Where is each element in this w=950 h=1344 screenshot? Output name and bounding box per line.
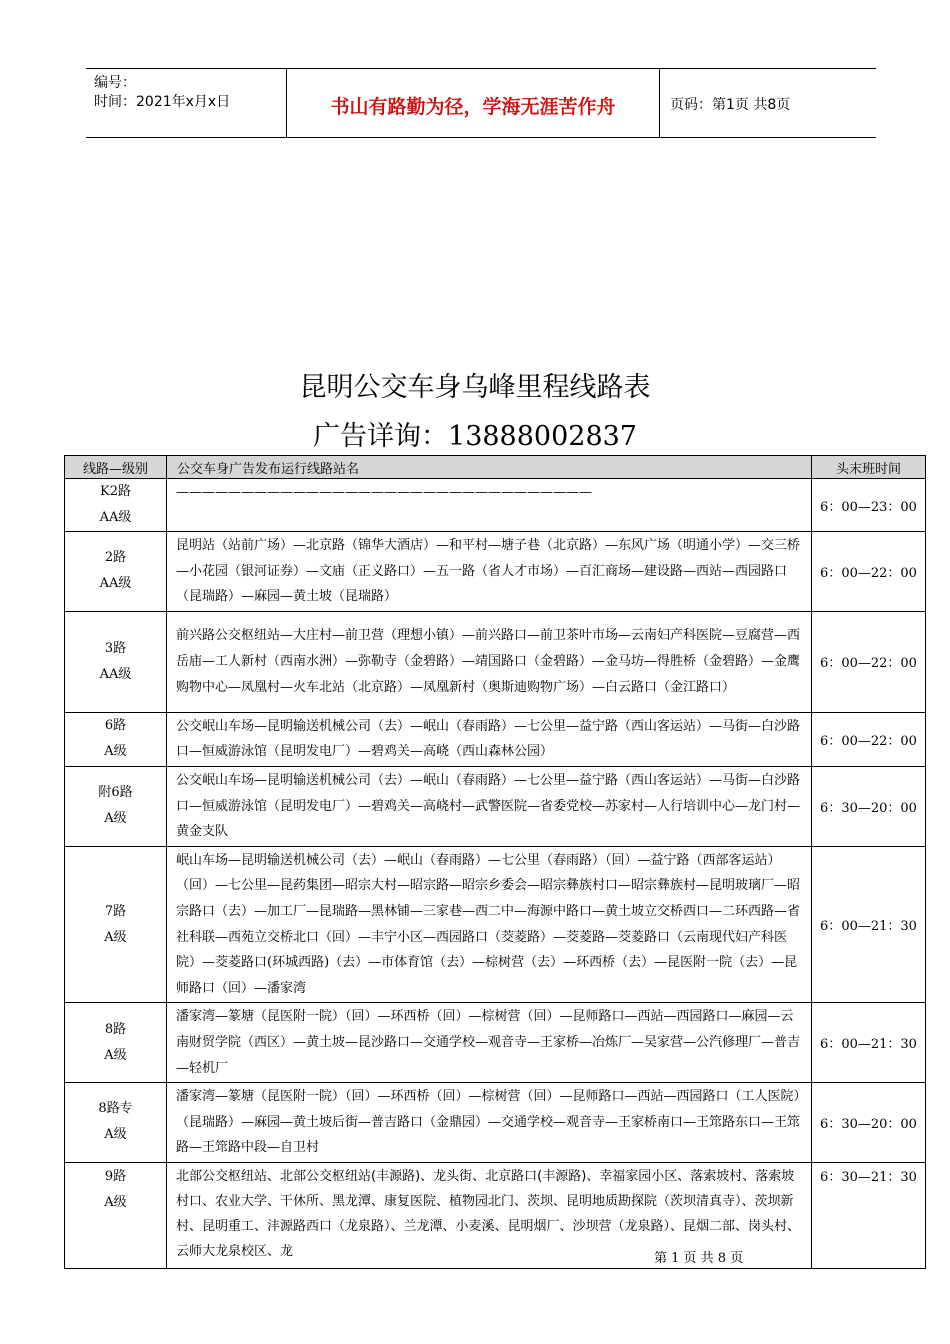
ad-contact: 广告详询：13888002837 [313, 421, 637, 452]
number-label: 编号： [94, 75, 136, 91]
table-row [65, 712, 926, 766]
column-header-time: 头末班时间 [812, 456, 926, 479]
route-name: 7路 [104, 903, 127, 919]
time-cell: 6：00—21：30 [812, 846, 926, 1003]
route-name: 8路专 [98, 1101, 133, 1117]
route-cell [65, 1083, 167, 1163]
motto-text: 书山有路勤为径，学海无涯苦作舟 [330, 96, 616, 118]
route-name: 8路 [104, 1021, 127, 1037]
time-cell: 6：00—22：00 [812, 611, 926, 712]
stops-cell: 潘家湾—篆塘（昆医附一院）（回）—环西桥（回）—棕树营（回）—昆师路口—西站—西园路口（工人医院）（昆瑞路）—麻园—黄土坡后街—普吉路口（金鼎园）—交通学校—观音寺—王家桥南口—王筇路东口—王筇路—王筇路中段—自卫村 [167, 1083, 812, 1163]
route-cell [65, 1003, 167, 1083]
time-cell: 6：30—21：30 [812, 1162, 926, 1268]
route-level: AA级 [99, 666, 132, 682]
time-cell: 6：00—21：30 [812, 1003, 926, 1083]
route-level: A级 [104, 1127, 127, 1143]
route-cell [65, 846, 167, 1003]
time-cell: 6：30—20：00 [812, 1083, 926, 1163]
stops-cell: 前兴路公交枢纽站—大庄村—前卫营（理想小镇）—前兴路口—前卫茶叶市场—云南妇产科医院—豆腐营—西岳庙—工人新村（西南水洲）—弥勒寺（金碧路）—靖国路口（金碧路）—金马坊—得胜桥（金碧路）—金鹰购物中心—凤凰村—火车北站（北京路）—凤凰新村（奥斯迪购物广场）—白云路口（金江路口） [167, 611, 812, 712]
stops-cell: 岷山车场—昆明输送机械公司（去）—岷山（春雨路）—七公里（春雨路）（回）—益宁路（西部客运站）（回）—七公里—昆药集团—昭宗大村—昭宗路—昭宗乡委会—昭宗彝族村口—昭宗彝族村—昆明玻璃厂—昭宗路口（去）—加工厂—昆瑞路—黑林铺—三家巷—西二中—海源中路口—黄土坡立交桥西口—二环西路—省社科联—西苑立交桥北口（回）—丰宁小区—西园路口（茭菱路）—茭菱路—茭菱路口（云南现代妇产科医院）—茭菱路口(环城西路)（去）—市体育馆（去）—棕树营（去）—环西桥（去）—昆医附一院（去）—昆师路口（回）—潘家湾 [167, 846, 812, 1003]
table-row [65, 611, 926, 712]
stops-cell: 公交岷山车场—昆明输送机械公司（去）—岷山（春雨路）—七公里—益宁路（西山客运站）—马街—白沙路口—恒威游泳馆（昆明发电厂）—碧鸡关—高峣（西山森林公园） [167, 712, 812, 766]
route-level: A级 [104, 929, 127, 945]
route-name: 3路 [104, 640, 127, 656]
route-cell [65, 611, 167, 712]
route-name: 2路 [104, 550, 127, 566]
route-table [64, 455, 926, 1269]
page-label: 页码：第1页 共8页 [670, 97, 791, 113]
stops-cell: ———————————————————————————————— [167, 479, 812, 532]
route-level: AA级 [99, 576, 132, 592]
route-name: 6路 [104, 718, 127, 734]
stops-cell: 北部公交枢纽站、北部公交枢纽站(丰源路)、龙头街、北京路口(丰源路)、幸福家园小区、落索坡村、落索坡村口、农业大学、干休所、黑龙潭、康复医院、植物园北门、茨坝、昆明地质勘探院（茨坝清真寺）、茨坝新村、昆明重工、沣源路西口（龙泉路）、兰龙潭、小麦溪、昆明烟厂、沙坝营（龙泉路）、昆烟二部、岗头村、云师大龙泉校区、龙 [167, 1162, 812, 1268]
header-meta [86, 69, 286, 137]
table-row [65, 532, 926, 612]
stops-cell: 昆明站（站前广场）—北京路（锦华大酒店）—和平村—塘子巷（北京路）—东风广场（明通小学）—交三桥—小花园（银河证券）—文庙（正义路口）—五一路（省人才市场）—百汇商场—建设路—西站—西园路口（昆瑞路）—麻园—黄土坡（昆瑞路） [167, 532, 812, 612]
time-cell: 6：00—22：00 [812, 532, 926, 612]
route-level: A级 [104, 744, 127, 760]
route-cell [65, 1162, 167, 1268]
document-header [86, 68, 876, 138]
column-header-stops: 公交车身广告发布运行线路站名 [167, 456, 812, 479]
route-name: K2路 [100, 484, 131, 499]
page-footer: 第 1 页 共 8 页 [654, 1251, 744, 1266]
motto-cell [286, 69, 660, 137]
table-row [65, 1162, 926, 1268]
route-level: A级 [104, 1194, 127, 1210]
route-name: 附6路 [98, 785, 133, 801]
route-level: AA级 [99, 510, 132, 525]
route-level: A级 [104, 811, 127, 827]
time-cell: 6：00—22：00 [812, 712, 926, 766]
table-row [65, 479, 926, 532]
table-header-row [65, 456, 926, 479]
route-cell [65, 479, 167, 532]
route-cell [65, 712, 167, 766]
table-row [65, 766, 926, 846]
stops-cell: 公交岷山车场—昆明输送机械公司（去）—岷山（春雨路）—七公里—益宁路（西山客运站）—马街—白沙路口—恒威游泳馆（昆明发电厂）—碧鸡关—高峣村—武警医院—省委党校—苏家村—人行培训中心—龙门村—黄金支队 [167, 766, 812, 846]
table-row [65, 1003, 926, 1083]
stops-cell: 潘家湾—篆塘（昆医附一院）（回）—环西桥（回）—棕树营（回）—昆师路口—西站—西园路口—麻园—云南财贸学院（西区）—黄土坡—昆沙路口—交通学校—观音寺—王家桥—冶炼厂—吴家营—公汽修理厂—普吉—轻机厂 [167, 1003, 812, 1083]
table-row [65, 846, 926, 1003]
time-label: 时间：2021年x月x日 [94, 94, 231, 110]
time-cell: 6：00—23：00 [812, 479, 926, 532]
route-level: A级 [104, 1047, 127, 1063]
time-cell: 6：30—20：00 [812, 766, 926, 846]
route-cell [65, 766, 167, 846]
table-row [65, 1083, 926, 1163]
page-title: 昆明公交车身乌峰里程线路表 [299, 372, 651, 403]
column-header-route: 线路—级别 [65, 456, 167, 479]
route-cell [65, 532, 167, 612]
route-name: 9路 [104, 1168, 127, 1184]
